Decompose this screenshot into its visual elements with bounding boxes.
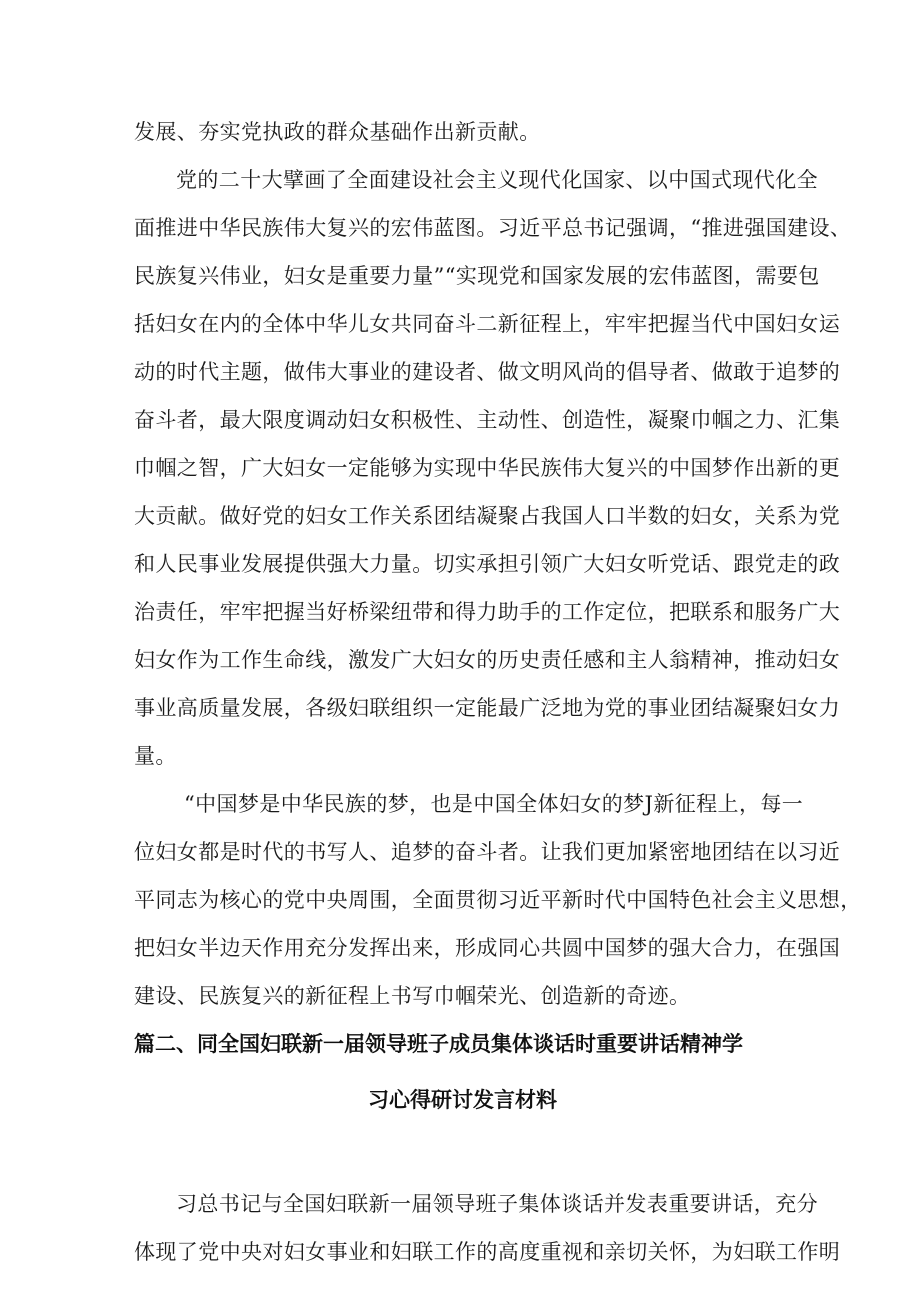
- paragraph-2-line: 奋斗者，最大限度调动妇女积极性、主动性、创造性，凝聚巾帼之力、汇集: [134, 408, 841, 432]
- paragraph-2-line: 量。: [134, 744, 177, 768]
- paragraph-2-line: 治责任，牢牢把握当好桥梁纽带和得力助手的工作定位，把联系和服务广大: [134, 600, 841, 624]
- paragraph-2-line: 党的二十大擘画了全面建设社会主义现代化国家、以中国式现代化全: [176, 168, 818, 192]
- paragraph-2-line: 巾帼之智，广大妇女一定能够为实现中华民族伟大复兴的中国梦作出新的更: [134, 456, 841, 480]
- paragraph-2-line: 妇女作为工作生命线，激发广大妇女的历史责任感和主人翁精神，推动妇女: [134, 648, 841, 672]
- paragraph-2-line: 事业高质量发展，各级妇联组织一定能最广泛地为党的事业团结凝聚妇女力: [134, 696, 841, 720]
- paragraph-2-line: 括妇女在内的全体中华儿女共同奋斗二新征程上，牢牢把握当代中国妇女运: [134, 312, 841, 336]
- paragraph-3-line: 建设、民族复兴的新征程上书写巾帼荣光、创造新的奇迹。: [134, 984, 691, 1008]
- paragraph-2-line: 面推进中华民族伟大复兴的宏伟蓝图。习近平总书记强调，“推进强国建设、: [134, 216, 852, 240]
- section-heading-line-2: 习心得研讨发言材料: [368, 1088, 557, 1112]
- paragraph-2-line: 动的时代主题，做伟大事业的建设者、做文明风尚的倡导者、做敢于追梦的: [134, 360, 841, 384]
- paragraph-3-line: 平同志为核心的党中央周围，全面贯彻习近平新时代中国特色社会主义思想，: [134, 888, 862, 912]
- paragraph-2-line: 大贡献。做好党的妇女工作关系团结凝聚占我国人口半数的妇女，关系为党: [134, 504, 841, 528]
- paragraph-2-line: 和人民事业发展提供强大力量。切实承担引领广大妇女听党话、跟党走的政: [134, 552, 841, 576]
- paragraph-2-line: 民族复兴伟业，妇女是重要力量”“实现党和国家发展的宏伟蓝图，需要包: [134, 264, 820, 288]
- paragraph-3-line: “中国梦是中华民族的梦，也是中国全体妇女的梦J新征程上，每一: [184, 792, 804, 816]
- paragraph-1-line: 发展、夯实党执政的群众基础作出新贡献。: [134, 120, 541, 144]
- paragraph-4-line: 习总书记与全国妇联新一届领导班子集体谈话并发表重要讲话，充分: [176, 1192, 818, 1216]
- section-heading-line-1: 篇二、同全国妇联新一届领导班子成员集体谈话时重要讲话精神学: [134, 1032, 743, 1056]
- paragraph-3-line: 位妇女都是时代的书写人、追梦的奋斗者。让我们更加紧密地团结在以习近: [134, 840, 841, 864]
- paragraph-4-line: 体现了党中央对妇女事业和妇联工作的高度重视和亲切关怀，为妇联工作明: [134, 1240, 841, 1264]
- paragraph-3-line: 把妇女半边天作用充分发挥出来，形成同心共圆中国梦的强大合力，在强国: [134, 936, 841, 960]
